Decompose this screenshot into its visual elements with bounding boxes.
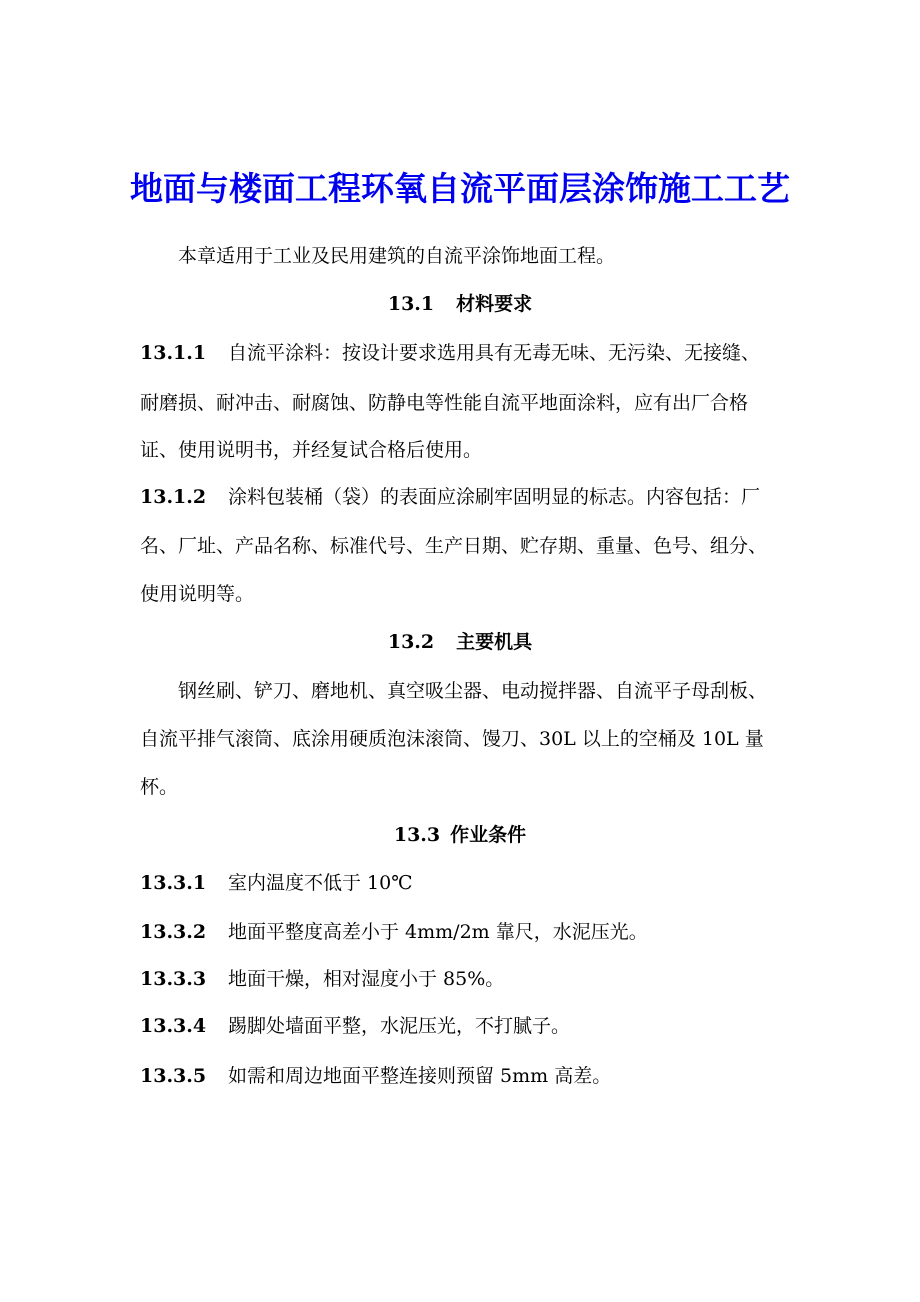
section-title: 主要机具 <box>456 631 533 653</box>
clause-text: 涂料包装桶（袋）的表面应涂刷牢固明显的标志。内容包括：厂 <box>228 486 761 508</box>
clause-number: 13.3.3 <box>140 968 207 990</box>
clause-number: 13.3.2 <box>140 921 207 943</box>
clause-13-1-1-line-3: 证、使用说明书，并经复试合格后使用。 <box>140 439 483 461</box>
section-heading-13-3 <box>0 823 920 847</box>
clause-number: 13.1.1 <box>140 342 207 364</box>
clause-13-1-1-line-1 <box>140 341 760 365</box>
clause-text: 踢脚处墙面平整，水泥压光，不打腻子。 <box>228 1015 571 1037</box>
intro-paragraph: 本章适用于工业及民用建筑的自流平涂饰地面工程。 <box>178 245 616 267</box>
document-title: 地面与楼面工程环氧自流平面层涂饰施工工艺 <box>130 169 790 208</box>
section-number: 13.3 <box>393 824 441 846</box>
clause-number: 13.1.2 <box>140 486 207 508</box>
condition-13-3-4 <box>140 1014 570 1038</box>
section-heading-13-2 <box>0 630 920 654</box>
clause-13-1-1-line-2: 耐磨损、耐冲击、耐腐蚀、防静电等性能自流平地面涂料，应有出厂合格 <box>140 392 749 414</box>
clause-number: 13.3.5 <box>140 1065 207 1087</box>
section-title: 材料要求 <box>456 293 533 315</box>
condition-13-3-5 <box>140 1064 611 1088</box>
section-title: 作业条件 <box>450 824 527 846</box>
section-number: 13.1 <box>387 293 435 315</box>
section-number: 13.2 <box>387 631 435 653</box>
clause-text: 地面平整度高差小于 4mm/2m 靠尺，水泥压光。 <box>228 921 648 943</box>
clause-13-1-2-line-2: 名、厂址、产品名称、标准代号、生产日期、贮存期、重量、色号、组分、 <box>140 535 768 557</box>
clause-text: 自流平涂料：按设计要求选用具有无毒无味、无污染、无接缝、 <box>228 342 761 364</box>
condition-13-3-2 <box>140 920 648 944</box>
clause-number: 13.3.1 <box>140 872 207 894</box>
section-heading-13-1 <box>0 292 920 316</box>
clause-13-1-2-line-3: 使用说明等。 <box>140 583 255 605</box>
tools-paragraph-line-3: 杯。 <box>140 776 179 798</box>
clause-number: 13.3.4 <box>140 1015 207 1037</box>
condition-13-3-3 <box>140 967 504 991</box>
clause-text: 室内温度不低于 10℃ <box>228 872 413 894</box>
clause-text: 如需和周边地面平整连接则预留 5mm 高差。 <box>228 1065 612 1087</box>
tools-paragraph-line-1: 钢丝刷、铲刀、磨地机、真空吸尘器、电动搅拌器、自流平子母刮板、 <box>178 680 768 702</box>
clause-13-1-2-line-1 <box>140 485 760 509</box>
clause-text: 地面干燥，相对湿度小于 85%。 <box>228 968 505 990</box>
condition-13-3-1 <box>140 871 412 895</box>
tools-paragraph-line-2: 自流平排气滚筒、底涂用硬质泡沫滚筒、馒刀、30L 以上的空桶及 10L 量 <box>140 728 764 750</box>
